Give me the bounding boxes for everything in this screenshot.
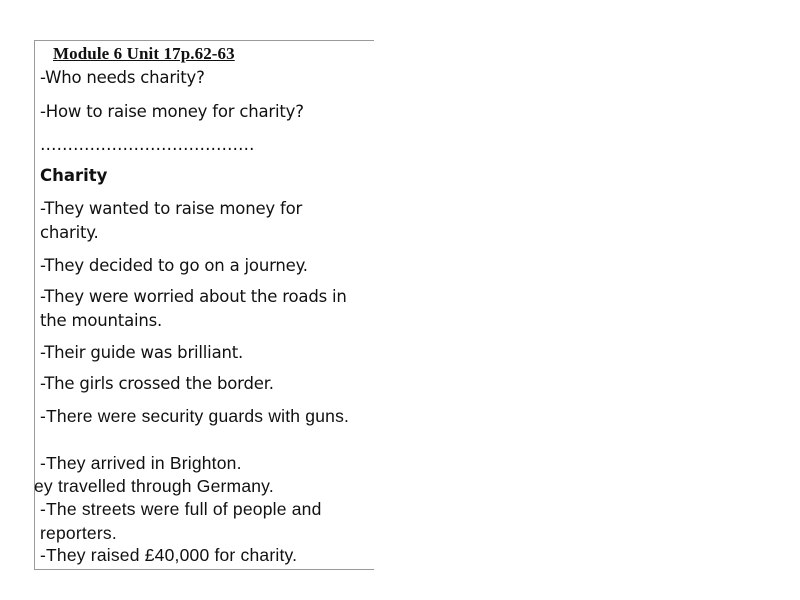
statement-line: -They were worried about the roads in the mountains. — [40, 287, 347, 330]
statement-line: -They arrived in Brighton. — [40, 453, 242, 473]
statement-line-cropped: ey travelled through Germany. — [34, 476, 274, 496]
question-line-2: -How to raise money for charity? — [40, 102, 304, 121]
question-line-1: -Who needs charity? — [40, 68, 205, 87]
statement-line: -They wanted to raise money for charity. — [40, 199, 303, 242]
section-heading: Charity — [40, 166, 108, 185]
statement-line: -They raised £40,000 for charity. — [40, 545, 298, 565]
statement-line: -They decided to go on a journey. — [40, 256, 308, 275]
statement-line: -There were security guards with guns. — [40, 406, 350, 426]
page-title: Module 6 Unit 17p.62-63 — [53, 44, 235, 63]
dotted-separator: ………………………………… — [40, 135, 255, 154]
statement-line: -The streets were full of people and reporters. — [40, 499, 322, 543]
statement-line: -The girls crossed the border. — [40, 374, 274, 393]
statement-line: -Their guide was brilliant. — [40, 343, 244, 362]
